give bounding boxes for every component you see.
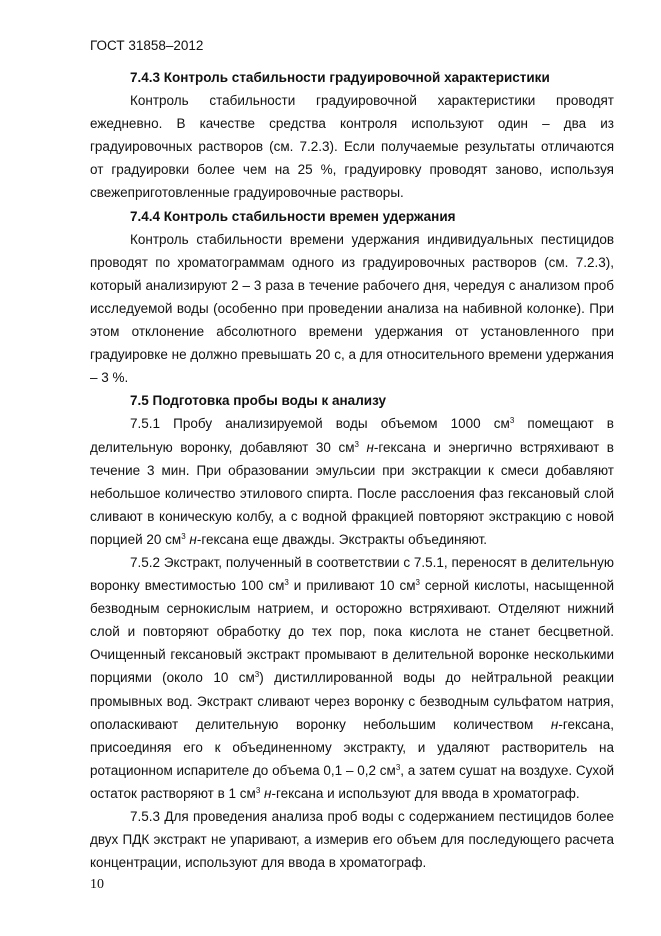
document-body: [90, 66, 614, 874]
paragraph-7-5-3: 7.5.3 Для проведения анализа проб воды с содержанием пестицидов более двух ПДК экстракт не упаривают, а измерив его объем для последующего расчета концентрации, используют для ввода в хроматограф.: [90, 809, 614, 871]
section-heading-7-4-3: 7.4.3 Контроль стабильности градуировочной характеристики: [130, 70, 550, 85]
paragraph-7-5-2: 7.5.2 Экстракт, полученный в соответствии с 7.5.1, переносят в делительную воронку вместимостью 100 $см^3$ и приливают 10 $см^3$ серной кислоты, насыщенной безводным сернокислым натрием, и осторожно встряхивают. Отделяют нижний слой и повторяют обработку до тех пор, пока кислота не станет бесцветной. Очищенный гексановый экстракт промывают в делительной воронке несколькими порциями (около 10 $см^3$) дистиллированной воды до нейтральной реакции промывных вод. Экстракт сливают через воронку с безводным сульфатом натрия, ополаскивают делительную воронку небольшим количеством н-гексана, присоединяя его к объединенному экстракту, и удаляют растворитель на ротационном испарителе до объема 0,1 – 0,2 $см^3$, а затем сушат на воздухе. Сухой остаток растворяют в 1 $см^3$ н-гексана и используют для ввода в хроматограф.: [90, 554, 615, 801]
paragraph-7-5-1: 7.5.1 Пробу анализируемой воды объемом 1000 $см^3$ помещают в делительную воронку, добавляют 30 $см^3$ н-гексана и энергично встряхивают в течение 3 мин. При образовании эмульсии при экстракции к смеси добавляют небольшое количество этилового спирта. После расслоения фаз гексановый слой сливают в коническую колбу, а с водной фракцией повторяют экстракцию с новой порцией 20 $см^3$ н-гексана еще дважды. Экстракты объединяют.: [90, 416, 614, 547]
section-heading-7-4-4: 7.4.4 Контроль стабильности времен удержания: [130, 208, 456, 224]
page-number: 10: [90, 877, 104, 892]
paragraph-7-4-4: Контроль стабильности времени удержания индивидуальных пестицидов проводят по хроматограммам одного из градуировочных растворов (см. 7.2.3), который анализируют 2 – 3 раза в течение рабочего дня, чередуя с анализом проб исследуемой воды (особенно при проведении анализа на набивной колонке). При этом отклонение абсолютного времени удержания от установленного при градуировке не должно превышать 20 с, а для относительного времени удержания – 3 %.: [90, 231, 614, 386]
section-heading-7-5: 7.5 Подготовка пробы воды к анализу: [130, 393, 386, 409]
document-header: ГОСТ 31858–2012: [90, 38, 204, 53]
paragraph-7-4-3: Контроль стабильности градуировочной характеристики проводят ежедневно. В качестве средства контроля используют один – два из градуировочных растворов (см. 7.2.3). Если получаемые результаты отличаются от градуировки более чем на 25 %, градуировку проводят заново, используя свежеприготовленные градуировочные растворы.: [90, 93, 614, 201]
